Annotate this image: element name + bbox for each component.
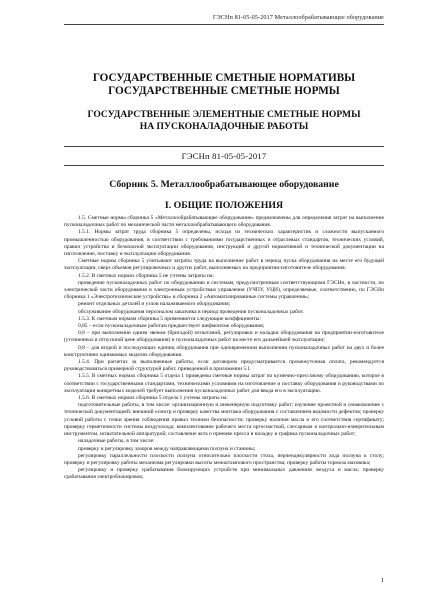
- paragraph: регулировку и проверку срабатывания блокирующих устройств при минимальных давлениях воздуха и масла; проверку срабатывания электроблокировок;: [64, 467, 384, 481]
- paragraph: 1.5.4. При расчетах за выполненные работы, если договором предусматривается промежуточная оплата, рекомендуется руководствоваться примерной структурой работ, приведенной в приложении 5.1.: [64, 359, 384, 373]
- paragraph: 0,85 – если пусконаладочным работам предшествует шефмонтаж оборудования;: [78, 323, 265, 330]
- subtitle-line: ГОСУДАРСТВЕННЫЕ ЭЛЕМЕНТНЫЕ СМЕТНЫЕ НОРМЫ: [87, 109, 361, 120]
- header-rule: [64, 24, 384, 25]
- paragraph: регулировку параллельности плоскости ползуна относительно плоскости стола, перпендикулярности хода ползуна к столу; проверку и регулировку работы механизма регулировки высоты межштампового пространства; проверку работы тормоза маховика;: [64, 452, 384, 466]
- paragraph: 1.5.6. В сметных нормах сборника 5 отдела 1 учтены затраты на:: [78, 395, 228, 402]
- title-line: ГОСУДАРСТВЕННЫЕ СМЕТНЫЕ НОРМАТИВЫ: [92, 72, 356, 84]
- paragraph: 1.5.5. В сметных нормах сборника 5 отдела 1 приведены сметные нормы затрат по кузнечно-прессовому оборудованию, которое в соответствии с государственными стандартами, техническими условиями на изготовление и поставку оборудования и руководствами по эксплуатации конкретных моделей требует выполнения пусконаладочных работ для ввода его в эксплуатацию.: [64, 373, 384, 394]
- paragraph: 1.5.2. В сметных нормах сборника 5 не учтены затраты на:: [78, 272, 214, 279]
- paragraph: наладочные работы, в том числе:: [78, 438, 155, 445]
- document-subtitle: [64, 109, 384, 133]
- page-number: 1: [380, 577, 384, 584]
- paragraph: Сметные нормы сборника 5 учитывают затраты труда на выполнение работ в период пуска оборудования на месте его будущей эксплуатации, сверх объемов регулировочных и других работ, выполняемых на предприятии-изготовителе оборудования.: [64, 258, 384, 272]
- collection-title: Сборник 5. Металлообрабатывающее оборудование: [109, 179, 339, 190]
- paragraph: обслуживание оборудования персоналом заказчика в период проведения пусконаладочных работ.: [78, 308, 304, 315]
- paragraph: 1.5. Сметные нормы сборника 5 «Металлообрабатывающее оборудование» предназначены для определения затрат на выполнение пусконаладочных работ по механической части металлообрабатывающего оборудования.: [64, 215, 384, 229]
- paragraph: 0,8 – для второй и последующих единиц оборудования при одновременном выполнении пусконаладочных работ на двух и более конструктивно одинаковых моделях оборудования.: [64, 344, 384, 358]
- code-top-rule: [64, 146, 384, 147]
- title-line: ГОСУДАРСТВЕННЫЕ СМЕТНЫЕ НОРМЫ: [108, 85, 340, 97]
- paragraph: 1.5.1. Нормы затрат труда сборника 5 определены, исходя из технических характеристик и сложности выпускаемого промышленностью оборудования, в соответствии с требованиями государственных и отраслевых стандартов, технических условий, правил устройства и безопасной эксплуатации оборудования, инструкций и другой нормативной и технической документации на изготовление, поставку и эксплуатацию оборудования.: [64, 229, 384, 258]
- body-text: [64, 215, 384, 482]
- paragraph: проведение пусконаладочных работ по оборудованию и системам, предусмотренным соответствующими ГЭСНп, в частности, по электрической части оборудования и электронным устройствам управления (УЧПУ, УЦИ), определяемые, соответственно, по ГЭСНп сборника 1 «Электротехнические устройства» и сборника 2 «Автоматизированные системы управления»;: [64, 279, 384, 301]
- paragraph: проверку и регулировку зазоров между направляющими ползуна и станины;: [78, 445, 256, 452]
- paragraph: ремонт отдельных деталей и узлов налаживаемого оборудования;: [78, 301, 231, 308]
- section-title: I. ОБЩИЕ ПОЛОЖЕНИЯ: [164, 200, 284, 211]
- subtitle-line: НА ПУСКОНАЛАДОЧНЫЕ РАБОТЫ: [139, 121, 309, 132]
- paragraph: подготовительные работы, в том числе: организационную и инженерную подготовку работ; изучение проектной и ознакомление с технической документацией; внешний осмотр и проверку качества монтажа оборудования с составлением ведомости дефектов; проверку условий работы с точки зрения соблюдения правил техники безопасности; проверку наличия масла и его соответствия сертификату; проверку герметичности системы воздухохода; комплектование рабочего места оргоснасткой, слесарным и контрольно-измерительным инструментом, испытательной аппаратурой; составление акта о приемке пресса в наладку и графика пусконаладочных работ;: [64, 402, 384, 438]
- code-bottom-rule: [64, 165, 384, 166]
- document-title: [64, 72, 384, 98]
- paragraph: 0,8 – при выполнении одним звеном (бригадой) испытаний, регулировки и наладки оборудования на предприятии-изготовителе (уточненных в отпускной цене оборудования) и пусконаладочных работ на месте его дальнейшей эксплуатации;: [64, 330, 384, 344]
- running-header: ГЭСНп 81-05-05-2017 Металлообрабатывающее оборудование: [212, 14, 384, 21]
- document-code: ГЭСНп 81-05-05-2017: [181, 151, 267, 161]
- paragraph: 1.5.3. К сметным нормам сборника 5 применяются следующие коэффициенты:: [78, 315, 261, 322]
